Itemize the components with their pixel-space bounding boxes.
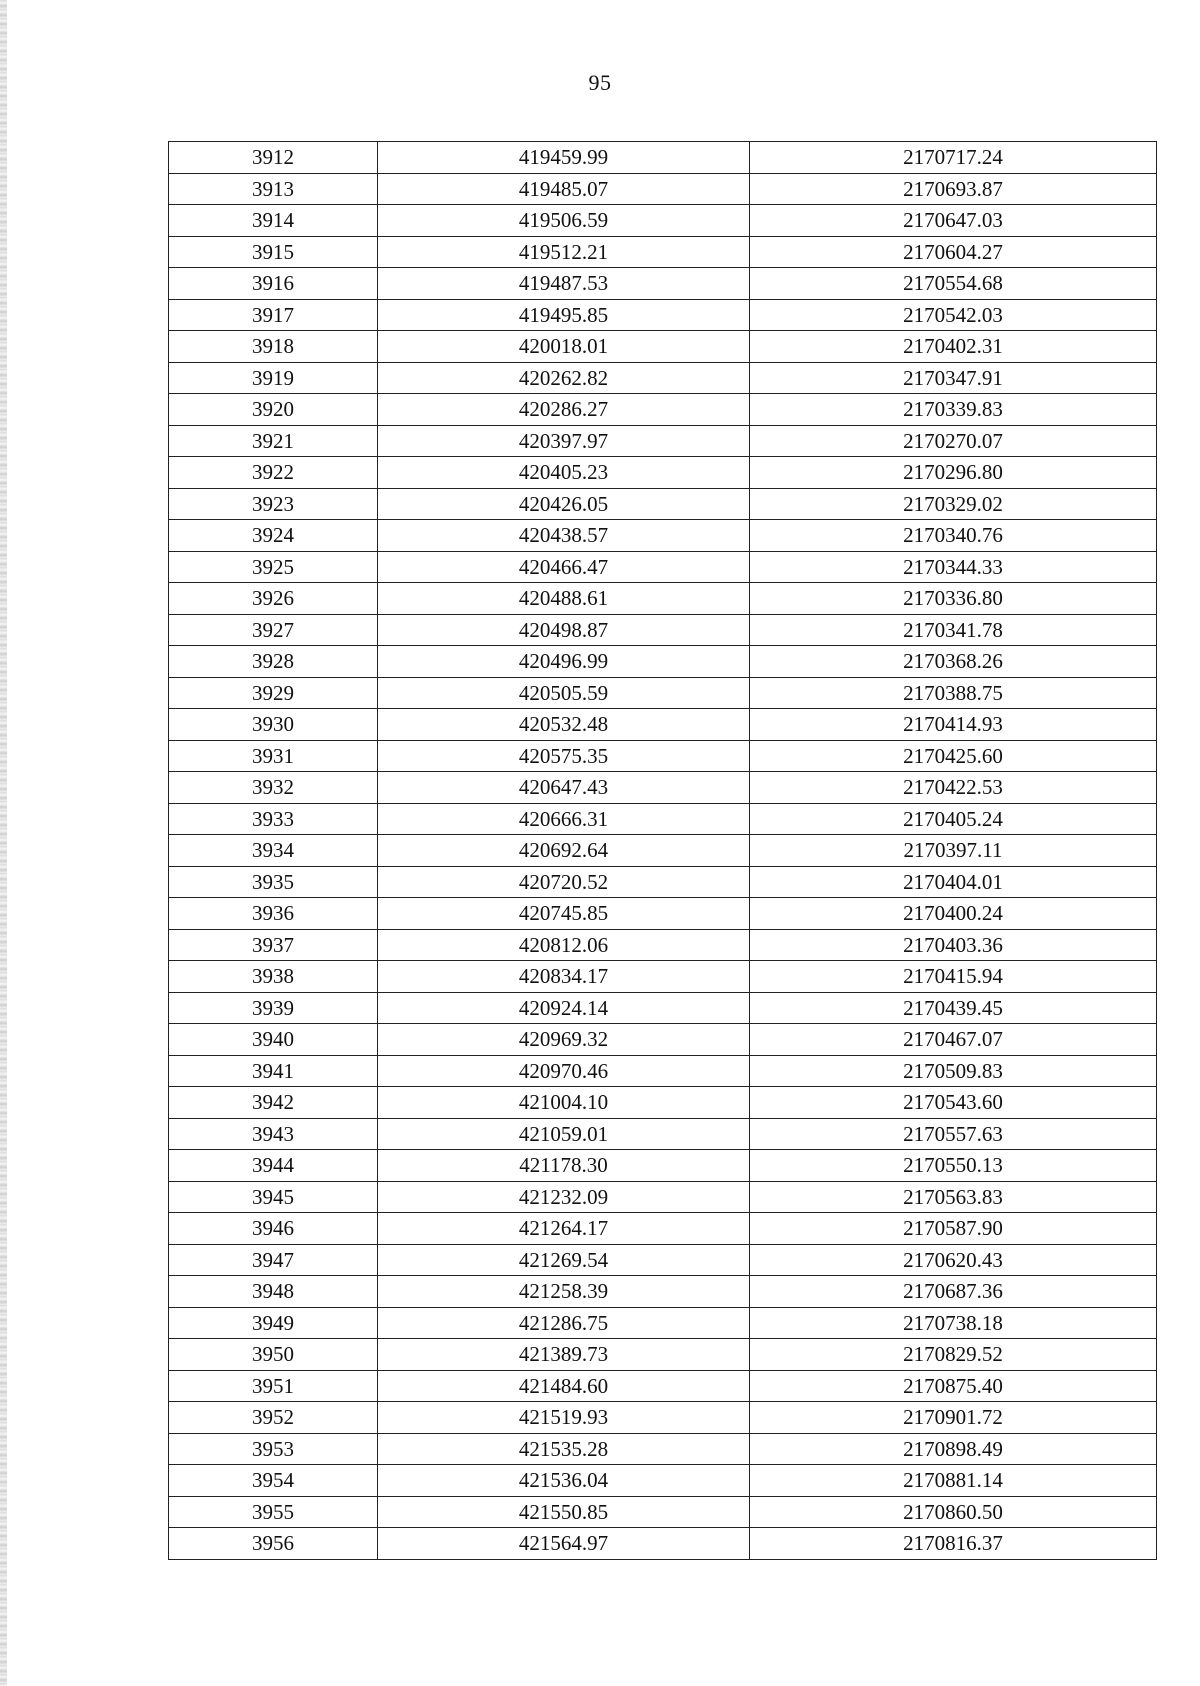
- point-id-cell: 3956: [169, 1528, 378, 1560]
- y-coordinate-cell: 2170329.02: [750, 488, 1157, 520]
- point-id-cell: 3932: [169, 772, 378, 804]
- y-coordinate-cell: 2170687.36: [750, 1276, 1157, 1308]
- table-row: [169, 1339, 1157, 1371]
- table-row: [169, 425, 1157, 457]
- point-id-cell: 3919: [169, 362, 378, 394]
- point-id-cell: 3921: [169, 425, 378, 457]
- point-id-cell: 3923: [169, 488, 378, 520]
- y-coordinate-cell: 2170550.13: [750, 1150, 1157, 1182]
- x-coordinate-cell: 420466.47: [378, 551, 750, 583]
- x-coordinate-cell: 421535.28: [378, 1433, 750, 1465]
- y-coordinate-cell: 2170270.07: [750, 425, 1157, 457]
- x-coordinate-cell: 420666.31: [378, 803, 750, 835]
- table-row: [169, 1087, 1157, 1119]
- table-row: [169, 866, 1157, 898]
- point-id-cell: 3954: [169, 1465, 378, 1497]
- table-row: [169, 740, 1157, 772]
- table-row: [169, 709, 1157, 741]
- x-coordinate-cell: 420488.61: [378, 583, 750, 615]
- table-row: [169, 205, 1157, 237]
- y-coordinate-cell: 2170347.91: [750, 362, 1157, 394]
- point-id-cell: 3925: [169, 551, 378, 583]
- point-id-cell: 3930: [169, 709, 378, 741]
- y-coordinate-cell: 2170898.49: [750, 1433, 1157, 1465]
- x-coordinate-cell: 420438.57: [378, 520, 750, 552]
- point-id-cell: 3940: [169, 1024, 378, 1056]
- table-row: [169, 1213, 1157, 1245]
- x-coordinate-cell: 421484.60: [378, 1370, 750, 1402]
- x-coordinate-cell: 420720.52: [378, 866, 750, 898]
- x-coordinate-cell: 420018.01: [378, 331, 750, 363]
- y-coordinate-cell: 2170587.90: [750, 1213, 1157, 1245]
- table-row: [169, 835, 1157, 867]
- table-row: [169, 677, 1157, 709]
- point-id-cell: 3939: [169, 992, 378, 1024]
- y-coordinate-cell: 2170554.68: [750, 268, 1157, 300]
- coordinate-table-body: [169, 142, 1157, 1560]
- point-id-cell: 3928: [169, 646, 378, 678]
- point-id-cell: 3929: [169, 677, 378, 709]
- x-coordinate-cell: 420505.59: [378, 677, 750, 709]
- x-coordinate-cell: 421264.17: [378, 1213, 750, 1245]
- y-coordinate-cell: 2170901.72: [750, 1402, 1157, 1434]
- table-row: [169, 583, 1157, 615]
- y-coordinate-cell: 2170860.50: [750, 1496, 1157, 1528]
- point-id-cell: 3913: [169, 173, 378, 205]
- y-coordinate-cell: 2170467.07: [750, 1024, 1157, 1056]
- table-row: [169, 803, 1157, 835]
- x-coordinate-cell: 420575.35: [378, 740, 750, 772]
- table-row: [169, 299, 1157, 331]
- x-coordinate-cell: 421286.75: [378, 1307, 750, 1339]
- page-number: 95: [588, 70, 612, 95]
- point-id-cell: 3943: [169, 1118, 378, 1150]
- x-coordinate-cell: 420532.48: [378, 709, 750, 741]
- table-row: [169, 173, 1157, 205]
- table-row: [169, 1433, 1157, 1465]
- point-id-cell: 3936: [169, 898, 378, 930]
- x-coordinate-cell: 420496.99: [378, 646, 750, 678]
- x-coordinate-cell: 419485.07: [378, 173, 750, 205]
- y-coordinate-cell: 2170563.83: [750, 1181, 1157, 1213]
- point-id-cell: 3916: [169, 268, 378, 300]
- table-row: [169, 772, 1157, 804]
- x-coordinate-cell: 421004.10: [378, 1087, 750, 1119]
- y-coordinate-cell: 2170422.53: [750, 772, 1157, 804]
- x-coordinate-cell: 420397.97: [378, 425, 750, 457]
- x-coordinate-cell: 420969.32: [378, 1024, 750, 1056]
- point-id-cell: 3915: [169, 236, 378, 268]
- x-coordinate-cell: 420812.06: [378, 929, 750, 961]
- y-coordinate-cell: 2170717.24: [750, 142, 1157, 174]
- x-coordinate-cell: 420970.46: [378, 1055, 750, 1087]
- scan-edge: [0, 0, 7, 1686]
- point-id-cell: 3937: [169, 929, 378, 961]
- table-row: [169, 929, 1157, 961]
- table-row: [169, 646, 1157, 678]
- table-row: [169, 1370, 1157, 1402]
- x-coordinate-cell: 420692.64: [378, 835, 750, 867]
- table-row: [169, 1496, 1157, 1528]
- point-id-cell: 3918: [169, 331, 378, 363]
- table-row: [169, 268, 1157, 300]
- table-row: [169, 1024, 1157, 1056]
- x-coordinate-cell: 420405.23: [378, 457, 750, 489]
- point-id-cell: 3951: [169, 1370, 378, 1402]
- table-row: [169, 1307, 1157, 1339]
- point-id-cell: 3955: [169, 1496, 378, 1528]
- table-row: [169, 992, 1157, 1024]
- table-row: [169, 457, 1157, 489]
- table-row: [169, 520, 1157, 552]
- table-row: [169, 1528, 1157, 1560]
- table-row: [169, 362, 1157, 394]
- point-id-cell: 3953: [169, 1433, 378, 1465]
- x-coordinate-cell: 419459.99: [378, 142, 750, 174]
- y-coordinate-cell: 2170816.37: [750, 1528, 1157, 1560]
- y-coordinate-cell: 2170339.83: [750, 394, 1157, 426]
- x-coordinate-cell: 420834.17: [378, 961, 750, 993]
- x-coordinate-cell: 421059.01: [378, 1118, 750, 1150]
- point-id-cell: 3945: [169, 1181, 378, 1213]
- y-coordinate-cell: 2170344.33: [750, 551, 1157, 583]
- x-coordinate-cell: 421258.39: [378, 1276, 750, 1308]
- table-row: [169, 236, 1157, 268]
- x-coordinate-cell: 420647.43: [378, 772, 750, 804]
- point-id-cell: 3935: [169, 866, 378, 898]
- x-coordinate-cell: 421389.73: [378, 1339, 750, 1371]
- point-id-cell: 3924: [169, 520, 378, 552]
- y-coordinate-cell: 2170542.03: [750, 299, 1157, 331]
- y-coordinate-cell: 2170829.52: [750, 1339, 1157, 1371]
- point-id-cell: 3933: [169, 803, 378, 835]
- point-id-cell: 3942: [169, 1087, 378, 1119]
- y-coordinate-cell: 2170403.36: [750, 929, 1157, 961]
- point-id-cell: 3920: [169, 394, 378, 426]
- coordinate-table: [168, 141, 1157, 1560]
- table-row: [169, 331, 1157, 363]
- table-row: [169, 961, 1157, 993]
- table-row: [169, 1150, 1157, 1182]
- y-coordinate-cell: 2170543.60: [750, 1087, 1157, 1119]
- table-row: [169, 1118, 1157, 1150]
- point-id-cell: 3944: [169, 1150, 378, 1182]
- point-id-cell: 3926: [169, 583, 378, 615]
- y-coordinate-cell: 2170439.45: [750, 992, 1157, 1024]
- table-row: [169, 614, 1157, 646]
- y-coordinate-cell: 2170604.27: [750, 236, 1157, 268]
- table-row: [169, 898, 1157, 930]
- x-coordinate-cell: 421550.85: [378, 1496, 750, 1528]
- x-coordinate-cell: 419512.21: [378, 236, 750, 268]
- point-id-cell: 3952: [169, 1402, 378, 1434]
- x-coordinate-cell: 419487.53: [378, 268, 750, 300]
- table-row: [169, 1465, 1157, 1497]
- y-coordinate-cell: 2170425.60: [750, 740, 1157, 772]
- y-coordinate-cell: 2170557.63: [750, 1118, 1157, 1150]
- x-coordinate-cell: 420426.05: [378, 488, 750, 520]
- y-coordinate-cell: 2170415.94: [750, 961, 1157, 993]
- table-row: [169, 1244, 1157, 1276]
- point-id-cell: 3927: [169, 614, 378, 646]
- x-coordinate-cell: 419495.85: [378, 299, 750, 331]
- table-row: [169, 551, 1157, 583]
- x-coordinate-cell: 419506.59: [378, 205, 750, 237]
- y-coordinate-cell: 2170336.80: [750, 583, 1157, 615]
- x-coordinate-cell: 421232.09: [378, 1181, 750, 1213]
- x-coordinate-cell: 421564.97: [378, 1528, 750, 1560]
- x-coordinate-cell: 420262.82: [378, 362, 750, 394]
- y-coordinate-cell: 2170368.26: [750, 646, 1157, 678]
- y-coordinate-cell: 2170509.83: [750, 1055, 1157, 1087]
- x-coordinate-cell: 420924.14: [378, 992, 750, 1024]
- y-coordinate-cell: 2170693.87: [750, 173, 1157, 205]
- y-coordinate-cell: 2170647.03: [750, 205, 1157, 237]
- y-coordinate-cell: 2170620.43: [750, 1244, 1157, 1276]
- table-row: [169, 1055, 1157, 1087]
- y-coordinate-cell: 2170397.11: [750, 835, 1157, 867]
- point-id-cell: 3922: [169, 457, 378, 489]
- x-coordinate-cell: 421519.93: [378, 1402, 750, 1434]
- table-row: [169, 488, 1157, 520]
- y-coordinate-cell: 2170340.76: [750, 520, 1157, 552]
- point-id-cell: 3946: [169, 1213, 378, 1245]
- point-id-cell: 3931: [169, 740, 378, 772]
- point-id-cell: 3914: [169, 205, 378, 237]
- y-coordinate-cell: 2170402.31: [750, 331, 1157, 363]
- y-coordinate-cell: 2170388.75: [750, 677, 1157, 709]
- point-id-cell: 3917: [169, 299, 378, 331]
- y-coordinate-cell: 2170400.24: [750, 898, 1157, 930]
- x-coordinate-cell: 420286.27: [378, 394, 750, 426]
- y-coordinate-cell: 2170296.80: [750, 457, 1157, 489]
- x-coordinate-cell: 420498.87: [378, 614, 750, 646]
- table-row: [169, 1181, 1157, 1213]
- table-row: [169, 142, 1157, 174]
- point-id-cell: 3941: [169, 1055, 378, 1087]
- table-row: [169, 394, 1157, 426]
- point-id-cell: 3948: [169, 1276, 378, 1308]
- y-coordinate-cell: 2170341.78: [750, 614, 1157, 646]
- point-id-cell: 3912: [169, 142, 378, 174]
- y-coordinate-cell: 2170414.93: [750, 709, 1157, 741]
- y-coordinate-cell: 2170738.18: [750, 1307, 1157, 1339]
- y-coordinate-cell: 2170404.01: [750, 866, 1157, 898]
- table-row: [169, 1402, 1157, 1434]
- table-row: [169, 1276, 1157, 1308]
- x-coordinate-cell: 421178.30: [378, 1150, 750, 1182]
- point-id-cell: 3947: [169, 1244, 378, 1276]
- point-id-cell: 3950: [169, 1339, 378, 1371]
- point-id-cell: 3938: [169, 961, 378, 993]
- x-coordinate-cell: 421536.04: [378, 1465, 750, 1497]
- y-coordinate-cell: 2170405.24: [750, 803, 1157, 835]
- point-id-cell: 3934: [169, 835, 378, 867]
- x-coordinate-cell: 420745.85: [378, 898, 750, 930]
- y-coordinate-cell: 2170881.14: [750, 1465, 1157, 1497]
- point-id-cell: 3949: [169, 1307, 378, 1339]
- y-coordinate-cell: 2170875.40: [750, 1370, 1157, 1402]
- x-coordinate-cell: 421269.54: [378, 1244, 750, 1276]
